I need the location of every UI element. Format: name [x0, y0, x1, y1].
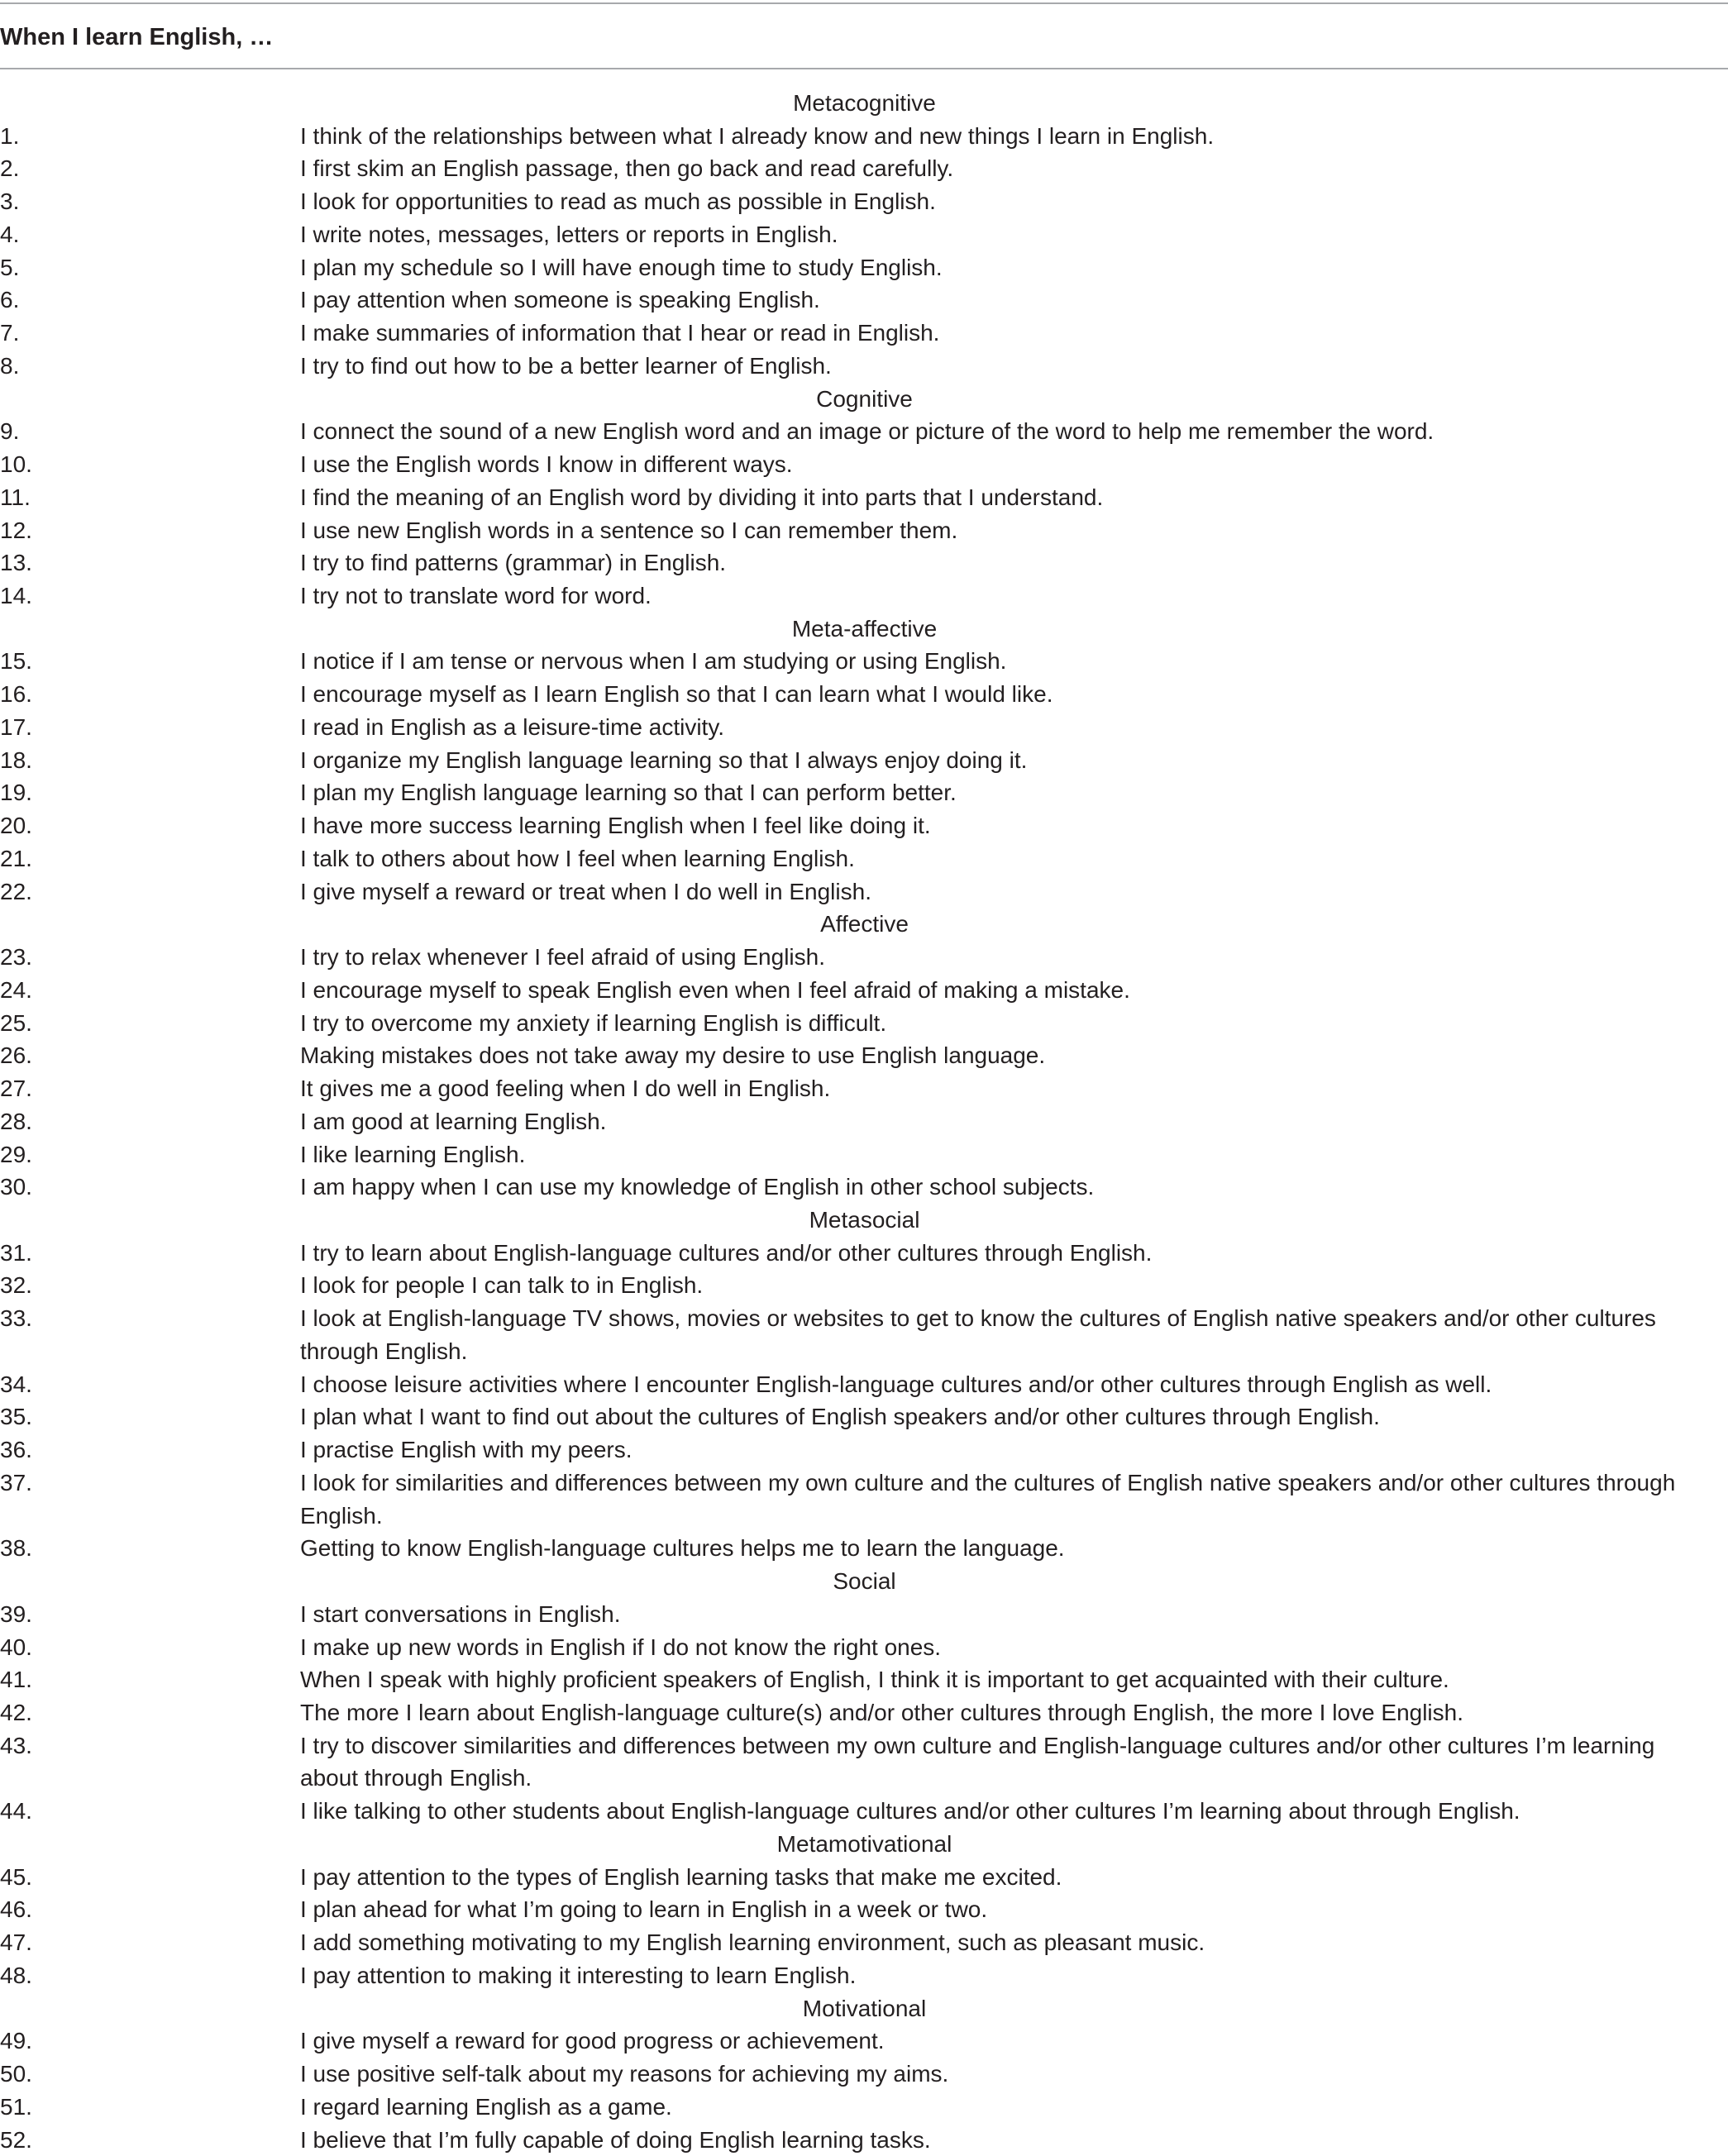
item-number: 30. — [0, 1174, 32, 1200]
item-text: I encourage myself as I learn English so that I can learn what I would like. — [300, 681, 1053, 708]
item-number: 26. — [0, 1042, 32, 1069]
item-text: I am happy when I can use my knowledge of English in other school subjects. — [300, 1174, 1095, 1200]
table-row — [0, 1959, 1728, 1992]
table-row — [0, 350, 1728, 383]
item-number: 25. — [0, 1009, 32, 1036]
item-number: 44. — [0, 1798, 32, 1824]
item-number: 19. — [0, 780, 32, 806]
table-row — [0, 448, 1728, 481]
table-row — [0, 941, 1728, 974]
item-text: I add something motivating to my English learning environment, such as pleasant music. — [300, 1929, 1205, 1956]
item-number: 11. — [0, 484, 31, 510]
item-number: 2. — [0, 155, 20, 182]
item-number: 35. — [0, 1404, 32, 1430]
item-text: I notice if I am tense or nervous when I am studying or using English. — [300, 648, 1007, 675]
table-row — [0, 1663, 1728, 1696]
item-number: 16. — [0, 681, 32, 708]
category-heading: Meta-affective — [791, 615, 938, 642]
item-number: 22. — [0, 878, 32, 904]
item-number: 10. — [0, 451, 32, 478]
item-number: 41. — [0, 1667, 32, 1693]
table-row — [0, 1039, 1728, 1072]
item-text: I make summaries of information that I hear or read in English. — [300, 320, 940, 346]
item-text: I look for people I can talk to in English. — [300, 1272, 704, 1299]
item-number: 36. — [0, 1437, 32, 1463]
table-row — [0, 974, 1728, 1007]
item-text: I try to find patterns (grammar) in English. — [300, 550, 727, 576]
table-row — [0, 1072, 1728, 1105]
item-number: 13. — [0, 550, 32, 576]
table-top-rule — [0, 2, 1728, 4]
table-row — [0, 776, 1728, 809]
item-text: I plan my schedule so I will have enough time to study English. — [300, 254, 943, 280]
category-heading: Cognitive — [816, 385, 913, 412]
item-number: 29. — [0, 1141, 32, 1167]
item-number: 40. — [0, 1634, 32, 1660]
table-row — [0, 120, 1728, 153]
item-text: I try to relax whenever I feel afraid of using English. — [300, 944, 825, 971]
table-row — [0, 711, 1728, 744]
item-text: I pay attention to making it interesting to learn English. — [300, 1962, 857, 1988]
item-number: 20. — [0, 813, 32, 839]
item-text: I give myself a reward for good progress or achievement. — [300, 2028, 885, 2054]
item-number: 45. — [0, 1863, 32, 1890]
item-number: 31. — [0, 1239, 32, 1266]
table-row — [0, 580, 1728, 613]
table-row — [0, 218, 1728, 251]
item-text: I look for similarities and differences between my own culture and the cultures of English native speakers and/or other cultures through — [300, 1469, 1676, 1495]
table-row — [0, 842, 1728, 875]
table-row — [0, 744, 1728, 777]
table-row — [0, 2124, 1728, 2156]
item-number: 24. — [0, 976, 32, 1003]
item-number: 17. — [0, 713, 32, 740]
table-row — [0, 678, 1728, 711]
item-text: I plan ahead for what I’m going to learn in English in a week or two. — [300, 1896, 988, 1923]
item-number: 32. — [0, 1272, 32, 1299]
table-row — [0, 1467, 1728, 1500]
table-row — [0, 1400, 1728, 1433]
table-row — [0, 251, 1728, 284]
item-text: I like talking to other students about English-language cultures and/or other cultures I’m learning about through English. — [300, 1798, 1520, 1824]
item-number: 34. — [0, 1371, 32, 1397]
table-row-continuation — [0, 1335, 1728, 1368]
item-number: 49. — [0, 2028, 32, 2054]
item-text: I try to discover similarities and differences between my own culture and English-language cultures and/or other cultures I’m learning — [300, 1732, 1655, 1758]
item-text: I write notes, messages, letters or reports in English. — [300, 221, 838, 247]
table-row — [0, 2025, 1728, 2058]
item-text: I try not to translate word for word. — [300, 583, 652, 609]
table-row — [0, 1302, 1728, 1335]
table-row — [0, 284, 1728, 317]
item-number: 39. — [0, 1600, 32, 1627]
item-number: 9. — [0, 418, 20, 445]
item-text: Getting to know English-language cultures helps me to learn the language. — [300, 1535, 1065, 1562]
item-text: through English. — [300, 1338, 468, 1364]
table-row — [0, 1532, 1728, 1565]
item-number: 43. — [0, 1732, 32, 1758]
item-number: 42. — [0, 1699, 32, 1725]
table-row — [0, 2058, 1728, 2091]
table-row — [0, 1171, 1728, 1204]
item-number: 27. — [0, 1076, 32, 1102]
item-text: I first skim an English passage, then go back and read carefully. — [300, 155, 954, 182]
table-row — [0, 1368, 1728, 1401]
item-number: 6. — [0, 287, 20, 313]
item-text: When I speak with highly proficient speakers of English, I think it is important to get acquainted with their culture. — [300, 1667, 1449, 1693]
item-number: 50. — [0, 2061, 32, 2087]
item-text: I give myself a reward or treat when I do well in English. — [300, 878, 871, 904]
item-number: 52. — [0, 2126, 32, 2153]
category-heading: Social — [833, 1568, 896, 1595]
table-row — [0, 481, 1728, 514]
item-text: Making mistakes does not take away my desire to use English language. — [300, 1042, 1046, 1069]
category-heading: Affective — [820, 911, 909, 937]
table-row — [0, 152, 1728, 185]
item-number: 14. — [0, 583, 32, 609]
item-text: I talk to others about how I feel when learning English. — [300, 845, 855, 871]
item-number: 18. — [0, 746, 32, 773]
item-number: 15. — [0, 648, 32, 675]
table-row — [0, 2091, 1728, 2124]
item-text: I try to learn about English-language cultures and/or other cultures through English. — [300, 1239, 1153, 1266]
item-text: I start conversations in English. — [300, 1600, 621, 1627]
item-text: I try to overcome my anxiety if learning English is difficult. — [300, 1009, 887, 1036]
item-text: I pay attention when someone is speaking English. — [300, 287, 820, 313]
category-heading: Metasocial — [809, 1206, 920, 1233]
table-row — [0, 1598, 1728, 1631]
item-text: I practise English with my peers. — [300, 1437, 632, 1463]
item-number: 37. — [0, 1469, 32, 1495]
item-text: I use positive self-talk about my reasons for achieving my aims. — [300, 2061, 949, 2087]
item-text: I look for opportunities to read as much as possible in English. — [300, 188, 936, 215]
table-row — [0, 1729, 1728, 1762]
item-text: I try to find out how to be a better learner of English. — [300, 352, 832, 379]
table-row — [0, 514, 1728, 547]
item-number: 47. — [0, 1929, 32, 1956]
table-row — [0, 1795, 1728, 1828]
category-heading: Metacognitive — [793, 90, 936, 116]
item-number: 48. — [0, 1962, 32, 1988]
item-number: 38. — [0, 1535, 32, 1562]
table-row — [0, 1893, 1728, 1926]
table-row — [0, 1696, 1728, 1729]
item-text: I organize my English language learning so that I always enjoy doing it. — [300, 746, 1028, 773]
table-row — [0, 1007, 1728, 1040]
item-text: I use new English words in a sentence so I can remember them. — [300, 517, 958, 543]
item-text: I like learning English. — [300, 1141, 526, 1167]
table-body — [0, 87, 1728, 2156]
table-header: When I learn English, … — [0, 24, 274, 50]
category-heading: Motivational — [802, 1995, 927, 2021]
item-text: I connect the sound of a new English word and an image or picture of the word to help me remember the word. — [300, 418, 1434, 445]
item-number: 12. — [0, 517, 32, 543]
item-text: I have more success learning English when I feel like doing it. — [300, 813, 931, 839]
table-row — [0, 1433, 1728, 1467]
table-row — [0, 1269, 1728, 1302]
item-number: 21. — [0, 845, 32, 871]
item-text: I find the meaning of an English word by dividing it into parts that I understand. — [300, 484, 1104, 510]
table-row-continuation — [0, 1500, 1728, 1533]
item-text: I regard learning English as a game. — [300, 2093, 672, 2120]
table-header-rule — [0, 68, 1728, 69]
table-row — [0, 415, 1728, 448]
item-text: I look at English-language TV shows, movies or websites to get to know the cultures of English native speakers and/or other cultures — [300, 1305, 1656, 1332]
item-number: 28. — [0, 1108, 32, 1134]
item-number: 4. — [0, 221, 20, 247]
item-number: 46. — [0, 1896, 32, 1923]
item-text: about through English. — [300, 1765, 532, 1791]
item-text: I think of the relationships between what I already know and new things I learn in English. — [300, 122, 1215, 149]
table-row — [0, 1631, 1728, 1664]
table-row — [0, 1861, 1728, 1894]
item-number: 3. — [0, 188, 20, 215]
item-text: I believe that I’m fully capable of doing English learning tasks. — [300, 2126, 931, 2153]
item-text: It gives me a good feeling when I do well in English. — [300, 1076, 831, 1102]
item-text: I pay attention to the types of English learning tasks that make me excited. — [300, 1863, 1062, 1890]
item-text: I choose leisure activities where I encounter English-language cultures and/or other cultures through English as well. — [300, 1371, 1492, 1397]
item-text: I use the English words I know in different ways. — [300, 451, 793, 478]
item-text: English. — [300, 1502, 383, 1529]
item-number: 1. — [0, 122, 20, 149]
table-row — [0, 809, 1728, 842]
item-text: I am good at learning English. — [300, 1108, 607, 1134]
item-text: I plan my English language learning so that I can perform better. — [300, 780, 957, 806]
table-row — [0, 546, 1728, 580]
item-number: 51. — [0, 2093, 32, 2120]
item-number: 33. — [0, 1305, 32, 1332]
table-row — [0, 1138, 1728, 1171]
item-text: I encourage myself to speak English even when I feel afraid of making a mistake. — [300, 976, 1130, 1003]
table-row — [0, 875, 1728, 909]
table-row — [0, 317, 1728, 350]
item-text: I make up new words in English if I do not know the right ones. — [300, 1634, 942, 1660]
table-row — [0, 1926, 1728, 1959]
item-number: 8. — [0, 352, 20, 379]
table-row — [0, 1237, 1728, 1270]
table-row — [0, 645, 1728, 678]
table-row — [0, 1105, 1728, 1138]
table-row — [0, 185, 1728, 218]
item-number: 5. — [0, 254, 20, 280]
item-text: The more I learn about English-language culture(s) and/or other cultures through English, the more I love English. — [300, 1699, 1463, 1725]
category-heading: Metamotivational — [776, 1830, 952, 1857]
item-number: 7. — [0, 320, 20, 346]
item-text: I plan what I want to find out about the cultures of English speakers and/or other cultures through English. — [300, 1404, 1380, 1430]
item-number: 23. — [0, 944, 32, 971]
item-text: I read in English as a leisure-time activity. — [300, 713, 725, 740]
table-row-continuation — [0, 1762, 1728, 1795]
